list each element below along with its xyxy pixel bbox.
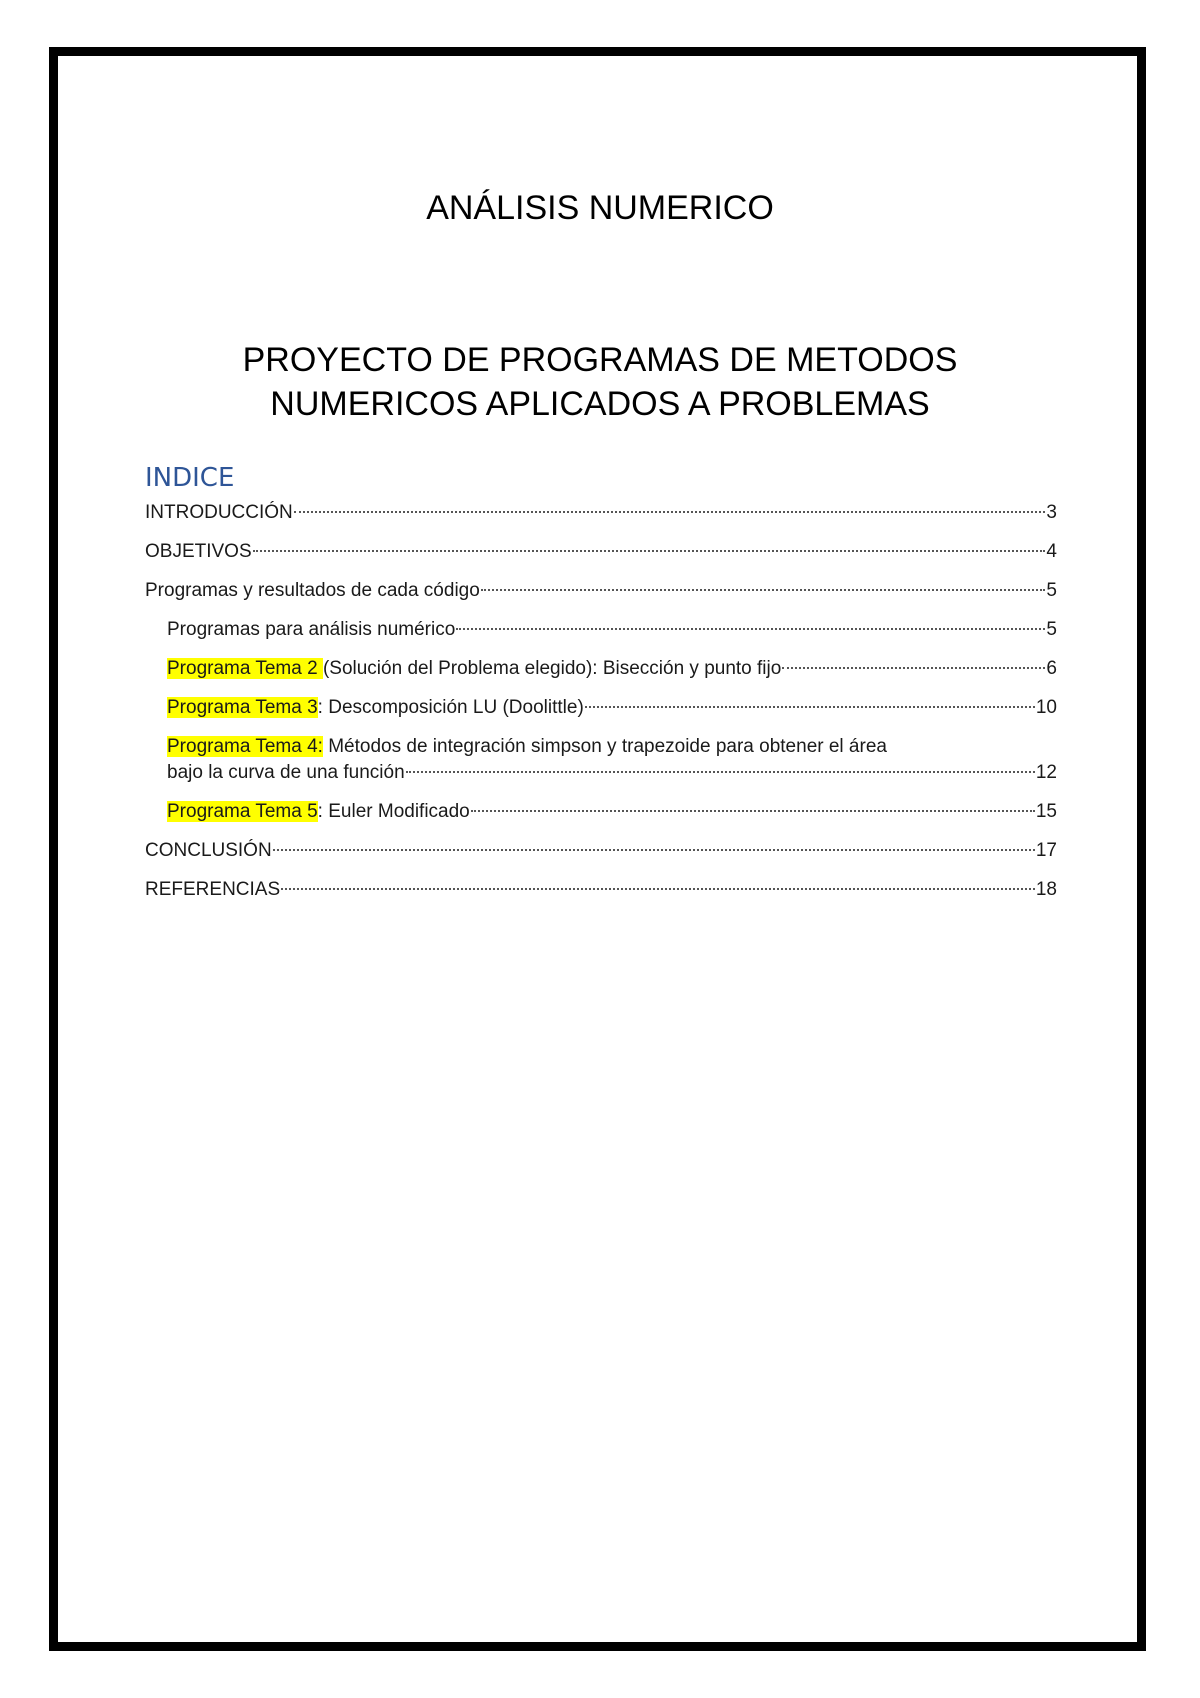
toc-entry-description: : Euler Modificado [317,801,470,822]
dot-leader [456,628,1045,630]
toc-entry-text: REFERENCIAS [145,879,281,900]
toc-page-number: 3 [1046,502,1057,523]
toc-entry-text [167,656,781,682]
highlighted-label: Programa Tema 2 [167,658,323,679]
toc-entry-introduccion[interactable] [145,500,1057,526]
toc-page-number: 18 [1035,879,1057,900]
toc-entry-text-continued: bajo la curva de una función [167,762,405,783]
toc-entry-description: (Solución del Problema elegido): Bisección y punto fijo [322,658,782,679]
toc-entry-text: CONCLUSIÓN [145,840,272,861]
toc-entry-programas-analisis[interactable] [145,617,1057,643]
subtitle-line-1: PROYECTO DE PROGRAMAS DE METODOS [242,341,958,379]
toc-entry-text: Programas para análisis numérico [167,619,456,640]
toc-entry-text [167,695,584,721]
toc-entry-text [167,799,470,825]
document-title: ANÁLISIS NUMERICO [426,189,774,227]
highlighted-label: Programa Tema 5 [167,801,318,822]
toc-page-number: 10 [1035,697,1057,718]
toc-entry-description: Métodos de integración simpson y trapezoide para obtener el área [322,736,887,757]
highlighted-label: Programa Tema 4: [167,736,323,757]
dot-leader [294,511,1046,513]
toc-page-number: 5 [1046,580,1057,601]
toc-page-number: 15 [1035,801,1057,822]
dot-leader [253,550,1046,552]
toc-entry-objetivos[interactable] [145,539,1057,565]
dot-leader [481,589,1046,591]
toc-entry-programas-resultados[interactable] [145,578,1057,604]
dot-leader [782,667,1045,669]
dot-leader [406,771,1035,773]
toc-entry-text: Programas y resultados de cada código [145,580,480,601]
toc-page-number: 5 [1046,619,1057,640]
dot-leader [471,810,1035,812]
toc-entry-tema-2[interactable] [145,656,1057,682]
toc-entry-tema-4[interactable] [145,734,1057,786]
document-subtitle [150,338,1050,426]
toc-entry-text: INTRODUCCIÓN [145,502,293,523]
dot-leader [273,849,1035,851]
toc-entry-conclusion[interactable] [145,838,1057,864]
dot-leader [281,888,1035,890]
table-of-contents [145,500,1057,916]
toc-entry-tema-5[interactable] [145,799,1057,825]
toc-entry-tema-3[interactable] [145,695,1057,721]
dot-leader [585,706,1035,708]
toc-entry-description: : Descomposición LU (Doolittle) [317,697,584,718]
toc-page-number: 6 [1046,658,1057,679]
subtitle-line-2: NUMERICOS APLICADOS A PROBLEMAS [270,385,930,423]
toc-entry-referencias[interactable] [145,877,1057,903]
toc-entry-text: OBJETIVOS [145,541,252,562]
toc-entry-first-line [167,734,1057,760]
toc-page-number: 4 [1046,541,1057,562]
highlighted-label: Programa Tema 3 [167,697,318,718]
toc-page-number: 17 [1035,840,1057,861]
toc-page-number: 12 [1035,762,1057,783]
toc-heading: INDICE [145,463,235,493]
